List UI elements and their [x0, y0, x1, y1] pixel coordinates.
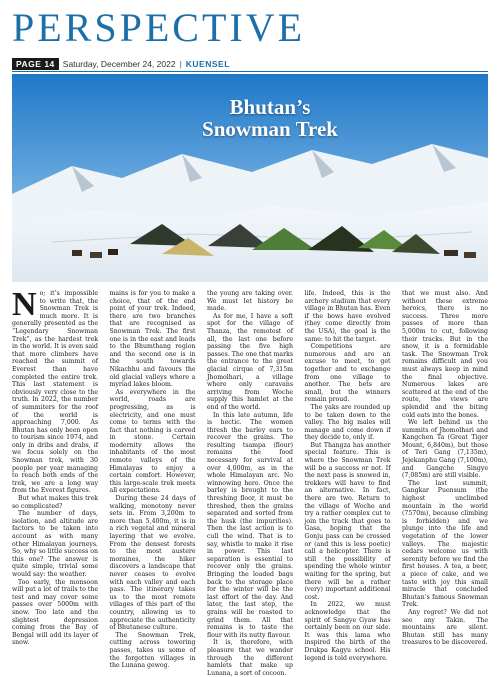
article-column-5	[402, 290, 488, 647]
header-rule	[12, 71, 488, 72]
page-info-bar	[12, 58, 488, 70]
column-paragraph: Too early, the monsoon will put a lot of trails to the test and may cover some passes over 5000m with snow. Too late and the slightest depression coming from the Bay of Bengal will add its layer of snow.	[12, 578, 98, 647]
column-paragraph: But Thangza has another special feature. This is where the Snowman Trek will be a success or not. If the next pass is snowed in, trekkers will have to find an alternative. In fact, there are two. Return to the village of Woche and try a rather complex cut to join the track that goes to Gasa, hoping that the Gonju pass can be crossed or (and this is less poetic) call a helicopter. There is still the possibility of spending the whole winter waiting for the spring, but there will be a rather (very) important additional cost.	[304, 441, 391, 601]
column-paragraph	[12, 286, 98, 495]
bar-separator: |	[179, 59, 182, 69]
column-paragraph: But what makes this trek so complicated?	[12, 495, 98, 510]
column-paragraph: In 2022, we must acknowledge that the spirit of Sangye Gyaw has certainly been on our side. It was this lama who inspired the birth of the Drukpa Kagyu school. His legend is told everywhere.	[304, 601, 391, 662]
column-paragraph: Competitions are numerous and are an excuse to meet, to get together and to exchange from one village to another. The bets are small, but the winners remain proud.	[304, 343, 391, 404]
column-paragraph: During these 24 days of walking, monotony never sets in. From 3,200m to more than 5,400m, it is in a rich vegetal and mineral layering that we evolve. From the densest forests to the most austere moraines, the hiker discovers a landscape that never ceases to evolve with each valley and each pass. The itinerary takes us to the most remote villages of this part of the country, allowing us to appreciate the authenticity of Bhutanese culture.	[109, 495, 196, 632]
column-paragraph: life. Indeed, this is the archery stadium that every village in Bhutan has. Even if the bows have evolved (they come directly from the USA), the goal is the same: to hit the target.	[304, 290, 391, 343]
section-masthead: PERSPECTIVE	[12, 5, 306, 50]
column-paragraph: As everywhere in the world, roads are progressing, as is electricity, and one must come to terms with the fact that nothing is carved in stone. Certain modernity allows the inhabitants of the most remote valleys of the Himalayas to enjoy a certain comfort. However, this large-scale trek meets all expectations.	[109, 388, 196, 495]
article-headline	[170, 96, 370, 140]
column-paragraph: We left behind us the summits of Jhomolhari and Kangchen Ta (Great Tiger Mount, 6,840m), but those of Teri Gang (7,135m), Jejekanphu Gang (7,100m), and Gangche Singye (7,085m) are still visible.	[402, 419, 488, 480]
article-column-3	[207, 290, 293, 677]
column-paragraph: mains is for you to make a choice, that of the end point of your trek. Indeed, there are two branches that are recognised as Snowman Trek. The first one is in the east and leads to the Bhumthang region and the second one is in the south towards Nikachhu and favours the old glacial valleys where a myriad lakes bloom.	[109, 290, 196, 389]
column-paragraph: The yaks are rounded up to be taken down to the valley. The big males will manage and come down if they decide to, only if.	[304, 403, 391, 442]
column-paragraph: Any regret? We did not see any Takin. The mountains are silent. Bhutan still has many treasures to be discovered.	[402, 608, 488, 647]
publication-name: KUENSEL	[185, 59, 230, 69]
column-paragraph: In this late autumn, life is hectic. The women thresh the barley ears to recover the grains. The resulting tsampa (flour) remains the food necessary for survival at over 4,000m, as in the whole Himalayan arc. No winnowing here. Once the barley is brought to the threshing floor, it must be threshed, then the grains separated and sorted from the husk (the impurities). Then the last action is to cull the wind. That is to say, whistle to make it rise in power. This last separation is essential to recover only the grains. Bringing the loaded bags back to the storage place for the winter will be the last effort of the day. And later, the last step, the grains will be roasted to grind them. All that remains is to taste the flour with its nutty flavour.	[207, 411, 293, 639]
drop-cap: N	[12, 286, 37, 323]
article-body	[12, 286, 488, 677]
column-paragraph: As for me, I have a soft spot for the village of Thanza, the remotest of all, the last one before passing the five high passes. The one that marks the entrance to the great glacial cirque of 7,315m Jhomolhari, a village where only caravans arriving from Woche supply this hamlet at the end of the world.	[207, 312, 293, 411]
column-paragraph: It is, therefore, with pleasure that we wander through the different hamlets that make up Lunana, a sort of cocoon.	[207, 639, 293, 677]
issue-date: Saturday, December 24, 2022	[62, 59, 176, 69]
headline-line-2: Snowman Trek	[202, 117, 338, 141]
article-column-2	[109, 290, 196, 670]
column-paragraph: that we must also. And without these extreme heroics, there is no success. Three more passes of more than 5,000m to cut, following their tracks. But in the snow, it is a formidable task. The Snowman Trek remains difficult and you must always keep in mind the final objective. Numerous lakes are scattered at the end of the route, the views are splendid and the biting cold eats into the bones.	[402, 290, 488, 419]
column-paragraph: The number of days, isolation, and altitude are factors to be taken into account as with many other Himalayan journeys. So, why so little success on this one? The answer is quite simple, trivial some would say: the weather.	[12, 510, 98, 578]
article-column-1	[12, 286, 98, 647]
page-number-badge: PAGE 14	[12, 58, 59, 70]
paragraph-text: o; it’s impossible to write that, the Snowman Trek is much more. It is generally presented as the “Legendary Snowman Trek”, as the hardest trek in the world. It is even said that more climbers have reached the summit of Everest than have completed the entire trek. This last statement is obviously very close to the truth. In 2022, the number of summiters for the roof of the world is approaching 7,000. As Bhutan has only been open to tourism since 1974, and only in dribs and drabs, if we focus solely on the Snowman trek, with 30 people per year managing to reach both ends of the trek, we are a long way from the Everest figures.	[12, 290, 98, 495]
column-paragraph: the young are taking over. We must let history be made.	[207, 290, 293, 313]
article-column-4	[304, 290, 391, 662]
headline-line-1: Bhutan’s	[229, 95, 311, 119]
column-paragraph: The last summit, Gangkar Puensum (the highest unclimbed mountain in the world (7570m), because climbing is forbidden) and we plunge into the life and vegetation of the lower valleys. The majestic cedars welcome us with serenity before we find the first houses. A tea, a beer, a piece of cake, and we taste with joy this small miracle that concluded Bhutan’s famous Snowman Trek.	[402, 479, 488, 609]
column-paragraph: The Snowman Trek, cutting across towering passes, takes us some of the forgotten villages in the Lunana gewog.	[109, 631, 196, 670]
